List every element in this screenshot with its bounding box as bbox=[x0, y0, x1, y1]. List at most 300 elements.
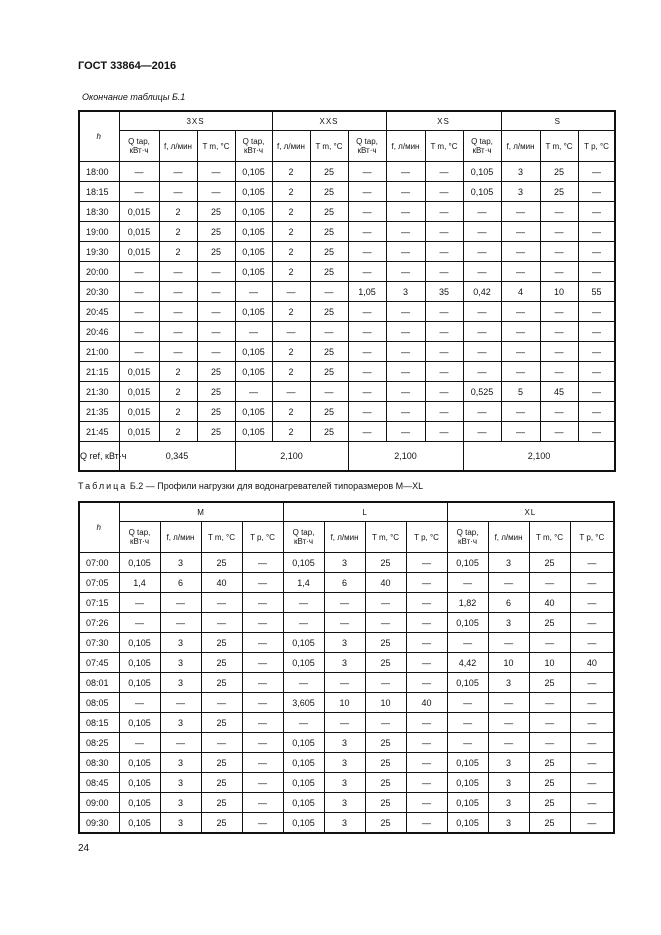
table-cell: 3 bbox=[488, 553, 529, 573]
table-cell: — bbox=[425, 402, 463, 422]
table-cell: 25 bbox=[310, 162, 348, 182]
subheader-tm: T m, °C bbox=[425, 131, 463, 162]
time-cell: 07:05 bbox=[79, 573, 119, 593]
table-cell: 2 bbox=[272, 302, 310, 322]
table-cell: — bbox=[119, 733, 160, 753]
subheader-qtap: Q tap, кВт·ч bbox=[119, 131, 159, 162]
table-row bbox=[79, 242, 615, 262]
table-cell: 3 bbox=[488, 613, 529, 633]
table-cell: — bbox=[540, 322, 578, 342]
table-cell: 0,105 bbox=[235, 182, 272, 202]
table-cell: 25 bbox=[540, 162, 578, 182]
table-cell: — bbox=[386, 382, 425, 402]
time-cell: 07:30 bbox=[79, 633, 119, 653]
table-cell: 25 bbox=[365, 633, 406, 653]
group-header: XL bbox=[447, 502, 614, 522]
table-cell: 0,015 bbox=[119, 222, 159, 242]
table-cell: 2 bbox=[272, 242, 310, 262]
table-cell: 4 bbox=[501, 282, 540, 302]
table-cell: — bbox=[386, 182, 425, 202]
table-cell: — bbox=[324, 673, 365, 693]
table-cell: 10 bbox=[365, 693, 406, 713]
table-row bbox=[79, 182, 615, 202]
table-cell: 35 bbox=[425, 282, 463, 302]
table-cell: 2 bbox=[159, 362, 197, 382]
subheader-flow: f, л/мин bbox=[488, 522, 529, 553]
table-cell: 0,015 bbox=[119, 382, 159, 402]
table-cell: — bbox=[242, 693, 283, 713]
table-cell: 0,105 bbox=[235, 402, 272, 422]
table-cell: — bbox=[447, 633, 488, 653]
table-cell: 3 bbox=[160, 793, 201, 813]
table-cell: 25 bbox=[197, 202, 235, 222]
time-cell: 18:15 bbox=[79, 182, 119, 202]
table-cell: — bbox=[197, 302, 235, 322]
table-cell: — bbox=[348, 262, 386, 282]
table-row bbox=[79, 573, 614, 593]
table-cell: — bbox=[406, 593, 447, 613]
table-cell: — bbox=[570, 573, 614, 593]
table-cell: 25 bbox=[529, 553, 570, 573]
table-cell: — bbox=[578, 162, 615, 182]
table-cell: 10 bbox=[324, 693, 365, 713]
footer-value: 2,100 bbox=[235, 442, 348, 472]
table-cell: — bbox=[540, 222, 578, 242]
table-cell: — bbox=[501, 362, 540, 382]
table-cell: 0,105 bbox=[235, 262, 272, 282]
table-cell: — bbox=[425, 362, 463, 382]
table-row bbox=[79, 673, 614, 693]
table2-caption-text: Б.2 — Профили нагрузки для водонагревателей типоразмеров M—XL bbox=[129, 481, 424, 491]
table-row bbox=[79, 653, 614, 673]
table-cell: 25 bbox=[201, 653, 242, 673]
subheader-tm: T m, °C bbox=[365, 522, 406, 553]
table-cell: 0,105 bbox=[235, 222, 272, 242]
subheader-qtap: Q tap, кВт·ч bbox=[463, 131, 501, 162]
table-cell: — bbox=[501, 422, 540, 442]
subheader-tp: T p, °C bbox=[406, 522, 447, 553]
table1-header bbox=[79, 111, 615, 162]
table-cell: — bbox=[272, 382, 310, 402]
table-cell: 25 bbox=[197, 422, 235, 442]
group-header: M bbox=[119, 502, 283, 522]
table-cell: — bbox=[529, 733, 570, 753]
table-cell: — bbox=[406, 553, 447, 573]
subheader-flow: f, л/мин bbox=[272, 131, 310, 162]
table-row bbox=[79, 553, 614, 573]
table-cell: — bbox=[160, 593, 201, 613]
table-row bbox=[79, 813, 614, 834]
time-cell: 08:25 bbox=[79, 733, 119, 753]
table-cell: 0,105 bbox=[447, 613, 488, 633]
group-header: S bbox=[501, 111, 615, 131]
table-cell: 10 bbox=[529, 653, 570, 673]
table-cell: 10 bbox=[540, 282, 578, 302]
group-header: XS bbox=[386, 111, 501, 131]
table-row bbox=[79, 613, 614, 633]
table-cell: 1,4 bbox=[283, 573, 324, 593]
table-cell: — bbox=[463, 422, 501, 442]
table-cell: — bbox=[272, 322, 310, 342]
table-cell: — bbox=[324, 613, 365, 633]
table-cell: 3 bbox=[501, 162, 540, 182]
table-row bbox=[79, 593, 614, 613]
table-row bbox=[79, 162, 615, 182]
table-cell: 25 bbox=[529, 753, 570, 773]
table-cell: 40 bbox=[529, 593, 570, 613]
table-cell: — bbox=[242, 753, 283, 773]
table-row bbox=[79, 402, 615, 422]
table-cell: 25 bbox=[201, 713, 242, 733]
table-cell: 2 bbox=[159, 422, 197, 442]
table-cell: — bbox=[119, 342, 159, 362]
table-cell: — bbox=[119, 162, 159, 182]
table-cell: — bbox=[540, 262, 578, 282]
table-cell: — bbox=[463, 402, 501, 422]
table-cell: — bbox=[197, 262, 235, 282]
time-cell: 09:00 bbox=[79, 793, 119, 813]
time-cell: 20:45 bbox=[79, 302, 119, 322]
table1 bbox=[78, 110, 616, 472]
table-cell: 25 bbox=[365, 553, 406, 573]
table-cell: — bbox=[348, 302, 386, 322]
table2-caption-prefix: Таблица bbox=[78, 481, 128, 491]
table-cell: — bbox=[488, 713, 529, 733]
table-cell: 3 bbox=[324, 553, 365, 573]
table-cell: 4,42 bbox=[447, 653, 488, 673]
table-cell: 2 bbox=[272, 162, 310, 182]
table-cell: — bbox=[578, 402, 615, 422]
table-cell: 0,105 bbox=[447, 813, 488, 834]
table-cell: — bbox=[463, 222, 501, 242]
table-cell: — bbox=[310, 282, 348, 302]
table-cell: — bbox=[463, 302, 501, 322]
table-cell: 6 bbox=[488, 593, 529, 613]
table-cell: — bbox=[119, 613, 160, 633]
table-cell: — bbox=[570, 813, 614, 834]
table-cell: — bbox=[540, 342, 578, 362]
table-cell: — bbox=[386, 262, 425, 282]
table-cell: — bbox=[386, 242, 425, 262]
table-cell: — bbox=[501, 302, 540, 322]
table-cell: — bbox=[463, 362, 501, 382]
table-cell: — bbox=[324, 593, 365, 613]
table-cell: 2 bbox=[272, 362, 310, 382]
table-cell: — bbox=[540, 422, 578, 442]
table-cell: — bbox=[447, 733, 488, 753]
table-cell: 0,015 bbox=[119, 362, 159, 382]
table-cell: — bbox=[242, 613, 283, 633]
table-cell: — bbox=[463, 342, 501, 362]
table-cell: — bbox=[540, 362, 578, 382]
table-cell: — bbox=[570, 753, 614, 773]
table-cell: — bbox=[406, 633, 447, 653]
table-cell: 0,105 bbox=[119, 673, 160, 693]
table-cell: 25 bbox=[310, 242, 348, 262]
table-cell: 25 bbox=[365, 753, 406, 773]
table-cell: 3,605 bbox=[283, 693, 324, 713]
table-cell: 0,105 bbox=[235, 302, 272, 322]
table-cell: — bbox=[488, 693, 529, 713]
table-cell: — bbox=[570, 673, 614, 693]
table-cell: — bbox=[201, 733, 242, 753]
table-cell: — bbox=[119, 182, 159, 202]
table-cell: — bbox=[425, 262, 463, 282]
subheader-flow: f, л/мин bbox=[324, 522, 365, 553]
table-cell: 0,105 bbox=[283, 813, 324, 834]
table-row bbox=[79, 633, 614, 653]
table-cell: 0,105 bbox=[235, 242, 272, 262]
table-cell: — bbox=[365, 673, 406, 693]
table-cell: — bbox=[235, 382, 272, 402]
table-cell: 25 bbox=[201, 553, 242, 573]
time-cell: 08:05 bbox=[79, 693, 119, 713]
table-cell: — bbox=[540, 402, 578, 422]
time-cell: 08:15 bbox=[79, 713, 119, 733]
table-cell: 3 bbox=[160, 713, 201, 733]
table-cell: — bbox=[365, 593, 406, 613]
table-cell: 0,015 bbox=[119, 242, 159, 262]
table-cell: — bbox=[242, 553, 283, 573]
table-cell: — bbox=[425, 322, 463, 342]
table-cell: — bbox=[406, 673, 447, 693]
table-row bbox=[79, 733, 614, 753]
table-cell: — bbox=[488, 733, 529, 753]
time-cell: 20:30 bbox=[79, 282, 119, 302]
table-cell: — bbox=[242, 733, 283, 753]
table-cell: 55 bbox=[578, 282, 615, 302]
table-cell: — bbox=[201, 593, 242, 613]
table-cell: 0,105 bbox=[463, 182, 501, 202]
table-row bbox=[79, 202, 615, 222]
table-cell: 0,105 bbox=[283, 733, 324, 753]
table-cell: 25 bbox=[197, 222, 235, 242]
table-cell: — bbox=[242, 713, 283, 733]
table-cell: 2 bbox=[272, 422, 310, 442]
group-header: XXS bbox=[272, 111, 386, 131]
time-cell: 08:30 bbox=[79, 753, 119, 773]
table2 bbox=[78, 501, 615, 834]
table-cell: — bbox=[159, 282, 197, 302]
table-cell: — bbox=[348, 162, 386, 182]
table-row bbox=[79, 793, 614, 813]
table-cell: — bbox=[570, 733, 614, 753]
table-cell: — bbox=[501, 262, 540, 282]
table-cell: 25 bbox=[529, 813, 570, 834]
table-cell: — bbox=[540, 302, 578, 322]
subheader-flow: f, л/мин bbox=[501, 131, 540, 162]
table-cell: 6 bbox=[160, 573, 201, 593]
table-cell: 0,105 bbox=[119, 653, 160, 673]
table-cell: 25 bbox=[365, 733, 406, 753]
table-row bbox=[79, 342, 615, 362]
table-row bbox=[79, 262, 615, 282]
table-cell: 0,105 bbox=[447, 673, 488, 693]
table-cell: 40 bbox=[365, 573, 406, 593]
table-cell: — bbox=[310, 322, 348, 342]
table-cell: 0,105 bbox=[447, 753, 488, 773]
table-cell: 40 bbox=[201, 573, 242, 593]
table-cell: 25 bbox=[197, 242, 235, 262]
table-cell: 25 bbox=[365, 793, 406, 813]
table-cell: — bbox=[578, 242, 615, 262]
table-cell: — bbox=[406, 733, 447, 753]
table-cell: — bbox=[447, 573, 488, 593]
table-cell: 2 bbox=[272, 182, 310, 202]
table-cell: — bbox=[578, 302, 615, 322]
table-cell: — bbox=[201, 693, 242, 713]
subheader-tp: T p, °C bbox=[578, 131, 615, 162]
table-row bbox=[79, 222, 615, 242]
table-cell: 0,525 bbox=[463, 382, 501, 402]
table-cell: 3 bbox=[501, 182, 540, 202]
table-cell: 2 bbox=[159, 242, 197, 262]
subheader-qtap: Q tap, кВт·ч bbox=[447, 522, 488, 553]
table-cell: 2 bbox=[159, 222, 197, 242]
table2-caption bbox=[78, 481, 423, 491]
table-cell: — bbox=[348, 182, 386, 202]
table-cell: — bbox=[529, 633, 570, 653]
table-cell: 3 bbox=[160, 753, 201, 773]
table-cell: 3 bbox=[160, 673, 201, 693]
table-cell: — bbox=[488, 573, 529, 593]
table-cell: 2 bbox=[272, 262, 310, 282]
time-cell: 19:30 bbox=[79, 242, 119, 262]
row-header: h bbox=[79, 111, 119, 162]
footer-value: 2,100 bbox=[348, 442, 463, 472]
time-cell: 19:00 bbox=[79, 222, 119, 242]
table-cell: — bbox=[386, 362, 425, 382]
table-cell: — bbox=[406, 613, 447, 633]
table-cell: 1,4 bbox=[119, 573, 160, 593]
table-cell: 1,82 bbox=[447, 593, 488, 613]
table-cell: 25 bbox=[310, 202, 348, 222]
table-cell: — bbox=[119, 322, 159, 342]
table-row bbox=[79, 302, 615, 322]
table-cell: — bbox=[447, 713, 488, 733]
table-cell: 25 bbox=[365, 653, 406, 673]
table-cell: — bbox=[283, 713, 324, 733]
time-cell: 08:45 bbox=[79, 773, 119, 793]
table-cell: 1,05 bbox=[348, 282, 386, 302]
table-cell: — bbox=[578, 362, 615, 382]
table-cell: 25 bbox=[365, 813, 406, 834]
time-cell: 21:30 bbox=[79, 382, 119, 402]
table-cell: 2 bbox=[272, 202, 310, 222]
table-cell: 0,105 bbox=[235, 362, 272, 382]
table-cell: — bbox=[406, 713, 447, 733]
table-cell: — bbox=[386, 302, 425, 322]
table-cell: 40 bbox=[570, 653, 614, 673]
table-cell: — bbox=[425, 422, 463, 442]
table-cell: 3 bbox=[488, 673, 529, 693]
table-cell: 25 bbox=[310, 402, 348, 422]
table-cell: 25 bbox=[540, 182, 578, 202]
table-cell: 25 bbox=[197, 382, 235, 402]
table-row bbox=[79, 753, 614, 773]
table-cell: 0,105 bbox=[235, 162, 272, 182]
table-cell: 2 bbox=[159, 402, 197, 422]
table-cell: — bbox=[406, 793, 447, 813]
table-row bbox=[79, 382, 615, 402]
table-cell: 2 bbox=[159, 382, 197, 402]
table-cell: — bbox=[406, 573, 447, 593]
table-cell: 0,105 bbox=[235, 342, 272, 362]
table-cell: 0,105 bbox=[283, 773, 324, 793]
table-cell: — bbox=[242, 573, 283, 593]
table-cell: 3 bbox=[160, 633, 201, 653]
table-cell: 6 bbox=[324, 573, 365, 593]
table-cell: 3 bbox=[324, 793, 365, 813]
table-cell: — bbox=[159, 162, 197, 182]
table-cell: 0,105 bbox=[119, 553, 160, 573]
table-cell: — bbox=[159, 342, 197, 362]
table1-footer bbox=[79, 442, 615, 472]
table-cell: — bbox=[386, 422, 425, 442]
table-cell: — bbox=[159, 262, 197, 282]
table-cell: 25 bbox=[529, 793, 570, 813]
table-cell: 25 bbox=[197, 402, 235, 422]
table-cell: — bbox=[386, 322, 425, 342]
table-cell: 3 bbox=[324, 633, 365, 653]
table-cell: — bbox=[570, 773, 614, 793]
table-cell: — bbox=[578, 382, 615, 402]
table-cell: — bbox=[119, 593, 160, 613]
table-cell: — bbox=[272, 282, 310, 302]
table-cell: — bbox=[197, 322, 235, 342]
table-cell: 0,015 bbox=[119, 422, 159, 442]
table-cell: 0,105 bbox=[119, 713, 160, 733]
table-cell: 3 bbox=[324, 813, 365, 834]
table-cell: — bbox=[283, 593, 324, 613]
table-cell: — bbox=[348, 222, 386, 242]
table-cell: — bbox=[348, 362, 386, 382]
table-cell: 5 bbox=[501, 382, 540, 402]
table-cell: 25 bbox=[310, 342, 348, 362]
table-cell: 2 bbox=[272, 222, 310, 242]
table-cell: 2 bbox=[272, 402, 310, 422]
table-cell: — bbox=[160, 733, 201, 753]
table-cell: — bbox=[160, 693, 201, 713]
table-cell: — bbox=[348, 342, 386, 362]
time-cell: 08:01 bbox=[79, 673, 119, 693]
table-cell: 25 bbox=[310, 182, 348, 202]
table-cell: 25 bbox=[201, 673, 242, 693]
table-cell: — bbox=[386, 402, 425, 422]
table-cell: — bbox=[386, 162, 425, 182]
table-cell: 25 bbox=[529, 613, 570, 633]
table-cell: 0,105 bbox=[283, 793, 324, 813]
table-cell: — bbox=[324, 713, 365, 733]
subheader-qtap: Q tap, кВт·ч bbox=[283, 522, 324, 553]
time-cell: 07:26 bbox=[79, 613, 119, 633]
table-cell: — bbox=[406, 653, 447, 673]
table2-header bbox=[79, 502, 614, 553]
table-cell: — bbox=[365, 713, 406, 733]
time-cell: 07:15 bbox=[79, 593, 119, 613]
table-cell: 0,105 bbox=[283, 553, 324, 573]
table-cell: 3 bbox=[324, 733, 365, 753]
table-row bbox=[79, 693, 614, 713]
table-cell: — bbox=[463, 322, 501, 342]
page-number: 24 bbox=[78, 843, 90, 854]
table-cell: — bbox=[197, 162, 235, 182]
table-cell: 3 bbox=[324, 773, 365, 793]
table-cell: 3 bbox=[160, 813, 201, 834]
table-cell: — bbox=[463, 262, 501, 282]
table-cell: 0,105 bbox=[447, 773, 488, 793]
table-cell: — bbox=[197, 282, 235, 302]
